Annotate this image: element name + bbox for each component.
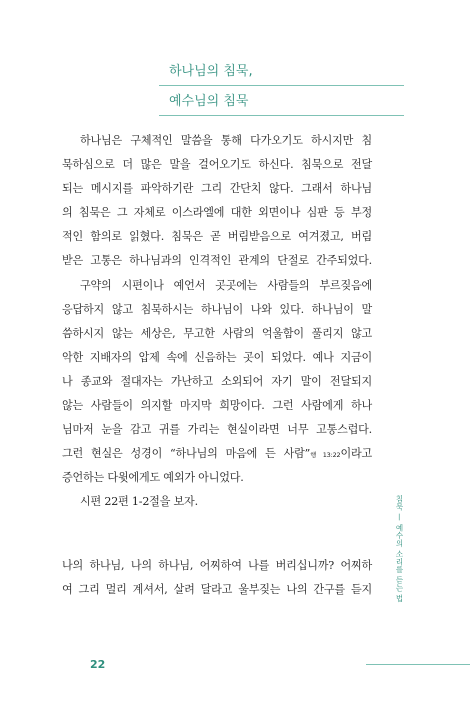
- body-line: 님마저 눈을 감고 귀를 가리는 현실이라면 너무 고통스럽다.: [62, 423, 372, 437]
- body-line: 되는 메시지를 파악하기란 그리 간단치 않다. 그래서 하나님: [62, 182, 372, 196]
- body-line: 시편 22편 1-2절을 보자.: [80, 495, 198, 509]
- quote-line: 나의 하나님, 나의 하나님, 어찌하여 나를 버리십니까? 어찌하: [62, 558, 372, 572]
- body-line: 악한 지배자의 압제 속에 신음하는 곳이 되었다. 예나 지금이: [62, 350, 372, 364]
- quote-tail: 이라고: [340, 447, 372, 461]
- body-line: 증언하는 다윗에게도 예외가 아니었다.: [62, 471, 244, 485]
- quote-line: 여 그리 멀리 계셔서, 살려 달라고 울부짖는 나의 간구를 듣지: [62, 582, 372, 596]
- body-line: 의 침묵은 그 자체로 이스라엘에 대한 외면이나 심판 등 부정: [62, 206, 372, 220]
- body-line: 받은 고통은 하나님과의 인격적인 관계의 단절로 간주되었다.: [62, 254, 372, 268]
- body-line: 씀하시지 않는 세상은, 무고한 사람의 억울함이 풀리지 않고: [62, 326, 372, 340]
- heading-line-2: 예수님의 침묵: [159, 88, 404, 116]
- chapter-heading: [159, 58, 404, 116]
- heading-line-1: 하나님의 침묵,: [159, 58, 404, 86]
- body-line: 적인 함의로 읽혔다. 침묵은 곧 버림받음으로 여겨졌고, 버림: [62, 230, 372, 244]
- body-line: 하나님은 구체적인 말씀을 통해 다가오기도 하시지만 침: [80, 134, 372, 147]
- body-text: [62, 129, 372, 602]
- body-line: 묵하심으로 더 많은 말을 걸어오기도 하신다. 침묵으로 전달: [62, 158, 372, 172]
- page-number: 22: [90, 658, 106, 671]
- body-line-quote: [62, 442, 372, 466]
- running-header-vertical: 침묵 — 예수의 소리를 듣는 법: [395, 495, 404, 603]
- footer-rule: [366, 664, 470, 665]
- scripture-reference: 행 13:22: [310, 451, 341, 460]
- paragraph-gap: [62, 515, 372, 554]
- body-line: 구약의 시편이나 예언서 곳곳에는 사람들의 부르짖음에: [80, 278, 372, 292]
- quote-lead: 그런 현실은 성경이 “하나님의 마음에 든 사람”: [62, 447, 311, 461]
- body-line: 나 종교와 절대자는 가난하고 소외되어 자기 말이 전달되지: [62, 374, 372, 388]
- body-line: 않는 사람들이 의지할 마지막 희망이다. 그런 사람에게 하나: [62, 399, 372, 413]
- body-line: 응답하지 않고 침묵하시는 하나님이 나와 있다. 하나님이 말: [62, 302, 372, 316]
